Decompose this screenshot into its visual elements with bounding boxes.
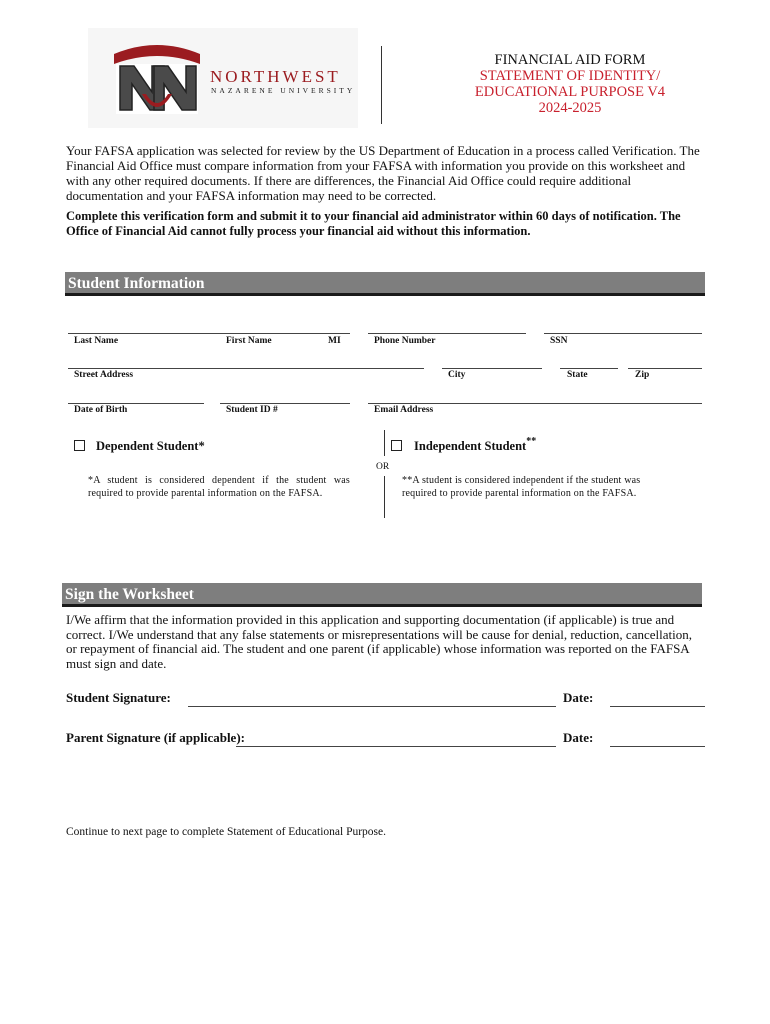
independent-label [414, 436, 537, 454]
independent-label-sup: ** [526, 436, 537, 447]
dependent-note: *A student is considered dependent if the student was required to provide parental information on the FAFSA. [88, 475, 350, 499]
independent-checkbox[interactable] [391, 440, 402, 451]
intro-paragraph: Your FAFSA application was selected for review by the US Department of Education in a process called Verification. The Financial Aid Office must compare information from your FAFSA with information you provide on this worksheet and with any other required documents. If there are differences, the Financial Aid Office could require additional documentation and your FAFSA information may need to be corrected. [66, 143, 700, 203]
form-subtitle-line1: STATEMENT OF IDENTITY/ [479, 68, 661, 84]
form-subtitle-line2: EDUCATIONAL PURPOSE V4 [474, 84, 666, 100]
ssn-label: SSN [550, 336, 568, 346]
first-name-label: First Name [226, 336, 272, 346]
form-year: 2024-2025 [538, 100, 602, 116]
deadline-notice: Complete this verification form and submit it to your financial aid administrator within 60 days of notification. The Office of Financial Aid cannot fully process your financial aid without this information. [66, 209, 681, 238]
last-name-label: Last Name [74, 336, 119, 346]
student-signature-label: Student Signature: [66, 690, 171, 705]
dob-label: Date of Birth [74, 405, 128, 415]
student-info-heading: Student Information [65, 272, 705, 296]
logo-wordmark: NORTHWEST [210, 67, 341, 86]
form-title-block [440, 52, 700, 116]
or-divider-top [384, 430, 385, 456]
student-date-label: Date: [563, 690, 594, 705]
independent-label-text: Independent Student [414, 439, 527, 453]
dependent-label: Dependent Student* [96, 439, 205, 453]
zip-label: Zip [635, 370, 650, 380]
or-label: OR [376, 462, 390, 472]
parent-date-line[interactable] [610, 746, 705, 747]
student-id-label: Student ID # [226, 405, 278, 415]
logo-subtitle: NAZARENE UNIVERSITY [211, 86, 356, 95]
street-label: Street Address [74, 370, 134, 380]
parent-signature-label: Parent Signature (if applicable): [66, 730, 245, 745]
affirmation-text: I/We affirm that the information provided in this application and supporting documentation (if applicable) is true and correct. I/We understand that any false statements or misrepresentations will be cause for denial, reduction, cancellation, or repayment of financial aid. The student and one parent (if applicable) whose information was reported on the FAFSA must sign and date. [66, 612, 692, 671]
ssn-field-line[interactable] [544, 333, 702, 334]
city-field-line[interactable] [442, 368, 542, 369]
mi-label: MI [328, 336, 341, 346]
email-field-line[interactable] [368, 403, 702, 404]
state-label: State [567, 370, 588, 380]
form-title: FINANCIAL AID FORM [494, 52, 646, 68]
continue-note: Continue to next page to complete Statement of Educational Purpose. [66, 826, 387, 838]
parent-signature-line[interactable] [236, 746, 556, 747]
city-label: City [448, 370, 466, 380]
student-id-field-line[interactable] [220, 403, 350, 404]
name-field-line[interactable] [68, 333, 350, 334]
phone-field-line[interactable] [368, 333, 526, 334]
independent-note: **A student is considered independent if the student was required to provide parental information on the FAFSA. [402, 475, 641, 499]
parent-date-label: Date: [563, 730, 594, 745]
dob-field-line[interactable] [68, 403, 204, 404]
email-label: Email Address [374, 405, 434, 415]
student-date-line[interactable] [610, 706, 705, 707]
sign-worksheet-heading: Sign the Worksheet [62, 583, 702, 607]
phone-label: Phone Number [374, 336, 436, 346]
street-field-line[interactable] [68, 368, 424, 369]
dependent-checkbox[interactable] [74, 440, 85, 451]
nnu-shield-icon [102, 34, 212, 124]
state-field-line[interactable] [560, 368, 618, 369]
student-signature-line[interactable] [188, 706, 556, 707]
header-divider [381, 46, 382, 124]
zip-field-line[interactable] [628, 368, 702, 369]
or-divider-bottom [384, 476, 385, 518]
